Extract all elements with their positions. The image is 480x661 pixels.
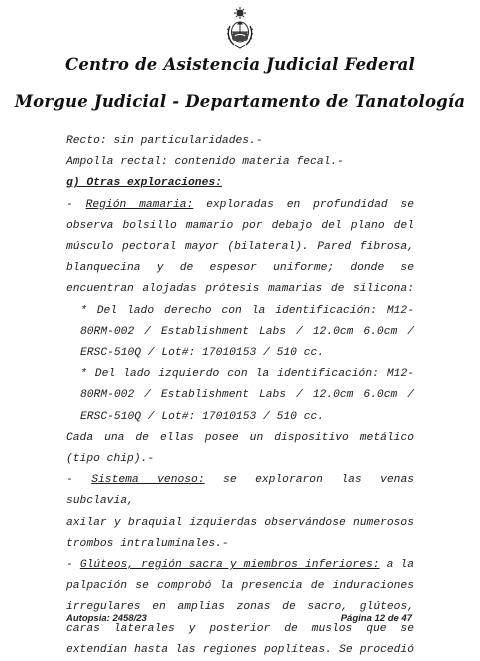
section-heading: g) Otras exploraciones: bbox=[66, 177, 222, 190]
list-item-line: 80RM-002 / Establishment Labs / 12.0cm 6.0cm / bbox=[80, 325, 414, 338]
paragraph-line: irregulares en amplias zonas de sacro, glúteos, bbox=[66, 601, 414, 614]
paragraph-line: encuentran alojadas prótesis mamarias de silicona: bbox=[66, 283, 414, 296]
paragraph-line: trombos intraluminales.- bbox=[66, 537, 229, 550]
paragraph-line: (tipo chip).- bbox=[66, 453, 155, 466]
list-item-line: 80RM-002 / Establishment Labs / 12.0cm 6.0cm / bbox=[80, 389, 414, 402]
text-span: se exploraron las venas subclavia, bbox=[66, 474, 414, 508]
subsection-label: Región mamaria: bbox=[85, 198, 194, 211]
text-line: Ampolla rectal: contenido materia fecal.- bbox=[66, 156, 344, 169]
department-header: Morgue Judicial - Departamento de Tanatología bbox=[14, 92, 466, 111]
national-coat-of-arms-icon bbox=[225, 6, 255, 50]
page-number: Página 12 de 47 bbox=[340, 613, 412, 624]
list-dash: - bbox=[66, 559, 80, 572]
paragraph-line: observa bolsillo mamario por debajo del plano del bbox=[66, 219, 414, 232]
list-dash: - bbox=[66, 198, 86, 211]
paragraph-line: Cada una de ellas posee un dispositivo metálico bbox=[66, 431, 414, 444]
paragraph-line: extendían hasta las regiones poplíteas. Se procedió bbox=[66, 643, 414, 656]
list-item-line: ERSC-510Q / Lot#: 17010153 / 510 cc. bbox=[80, 347, 325, 360]
text-line: Recto: sin particularidades.- bbox=[66, 135, 263, 147]
list-item-line: * Del lado izquierdo con la identificación: M12- bbox=[80, 368, 414, 381]
subsection-label: Glúteos, región sacra y miembros inferiores: bbox=[79, 559, 380, 572]
report-body bbox=[66, 131, 414, 661]
text-span: a la bbox=[379, 559, 414, 572]
paragraph-line bbox=[66, 470, 414, 512]
paragraph-line bbox=[66, 555, 414, 576]
paragraph-line: caras laterales y posterior de muslos que se bbox=[66, 622, 414, 635]
autopsy-number: Autopsia: 2458/23 bbox=[66, 613, 147, 624]
paragraph-line: músculo pectoral mayor (bilateral). Pared fibrosa, bbox=[66, 241, 414, 254]
list-dash: - bbox=[66, 474, 92, 487]
paragraph-line bbox=[66, 195, 414, 216]
paragraph-line: blanquecina y de espesor uniforme; donde se bbox=[66, 262, 414, 275]
list-item-line: ERSC-510Q / Lot#: 17010153 / 510 cc. bbox=[80, 410, 325, 423]
institution-header: Centro de Asistencia Judicial Federal bbox=[64, 55, 415, 74]
text-span: exploradas en profundidad se bbox=[193, 198, 414, 211]
list-item-line: * Del lado derecho con la identificación: M12- bbox=[80, 304, 414, 317]
subsection-label: Sistema venoso: bbox=[91, 474, 205, 487]
paragraph-line: axilar y braquial izquierdas observándose numerosos bbox=[66, 516, 414, 529]
paragraph-line: palpación se comprobó la presencia de induraciones bbox=[66, 580, 414, 593]
